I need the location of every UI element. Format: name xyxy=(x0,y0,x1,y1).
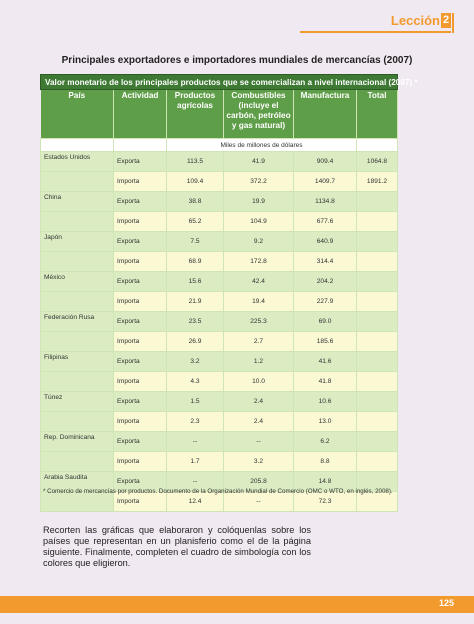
fuel-value: 1.2 xyxy=(224,352,294,372)
manufacture-value: 6.2 xyxy=(294,432,357,452)
country-cell xyxy=(41,372,114,392)
manufacture-value: 314.4 xyxy=(294,252,357,272)
activity-cell: Importa xyxy=(114,372,167,392)
agriculture-value: -- xyxy=(167,472,224,492)
activity-cell: Exporta xyxy=(114,152,167,172)
agriculture-value: 113.5 xyxy=(167,152,224,172)
page-header xyxy=(0,0,474,36)
table-row xyxy=(41,312,398,332)
country-cell xyxy=(41,332,114,352)
column-header-activity: Actividad xyxy=(114,90,167,139)
country-cell xyxy=(41,212,114,232)
total-value xyxy=(357,212,398,232)
activity-cell: Importa xyxy=(114,332,167,352)
activity-cell: Importa xyxy=(114,292,167,312)
agriculture-value: 3.2 xyxy=(167,352,224,372)
country-cell: Japón xyxy=(41,232,114,252)
total-value xyxy=(357,352,398,372)
activity-cell: Importa xyxy=(114,492,167,512)
table-row xyxy=(41,152,398,172)
agriculture-value: 12.4 xyxy=(167,492,224,512)
total-value: 1891.2 xyxy=(357,172,398,192)
lesson-label: Lección xyxy=(390,13,440,28)
manufacture-value: 204.2 xyxy=(294,272,357,292)
total-value: 1064.8 xyxy=(357,152,398,172)
manufacture-value: 14.8 xyxy=(294,472,357,492)
table-body xyxy=(41,152,398,512)
fuel-value: 10.0 xyxy=(224,372,294,392)
total-value xyxy=(357,312,398,332)
activity-cell: Exporta xyxy=(114,312,167,332)
fuel-value: 205.8 xyxy=(224,472,294,492)
manufacture-value: 227.9 xyxy=(294,292,357,312)
activity-cell: Exporta xyxy=(114,232,167,252)
fuel-value: 9.2 xyxy=(224,232,294,252)
agriculture-value: 23.5 xyxy=(167,312,224,332)
units-label: Miles de millones de dólares xyxy=(167,139,357,152)
lesson-number-badge: 2 xyxy=(442,14,450,26)
table-row xyxy=(41,332,398,352)
agriculture-value: 1.5 xyxy=(167,392,224,412)
table-row xyxy=(41,252,398,272)
table-row xyxy=(41,412,398,432)
total-value xyxy=(357,292,398,312)
fuel-value: 2.4 xyxy=(224,392,294,412)
fuel-value: 372.2 xyxy=(224,172,294,192)
manufacture-value: 41.6 xyxy=(294,352,357,372)
country-cell: Túnez xyxy=(41,392,114,412)
country-cell: Federación Rusa xyxy=(41,312,114,332)
column-header-agriculture: Productos agrícolas xyxy=(167,90,224,139)
header-tick xyxy=(452,13,454,33)
manufacture-value: 909.4 xyxy=(294,152,357,172)
country-cell: Rep. Dominicana xyxy=(41,432,114,452)
country-cell xyxy=(41,292,114,312)
table-row xyxy=(41,392,398,412)
manufacture-value: 10.6 xyxy=(294,392,357,412)
manufacture-value: 1134.8 xyxy=(294,192,357,212)
country-cell: Arabia Saudita xyxy=(41,472,114,492)
total-value xyxy=(357,392,398,412)
manufacture-value: 677.6 xyxy=(294,212,357,232)
page-footer-bar xyxy=(0,596,474,613)
activity-cell: Importa xyxy=(114,172,167,192)
page-title: Principales exportadores e importadores mundiales de mercancías (2007) xyxy=(61,55,413,66)
fuel-value: 2.7 xyxy=(224,332,294,352)
agriculture-value: 7.5 xyxy=(167,232,224,252)
country-cell xyxy=(41,452,114,472)
total-value xyxy=(357,432,398,452)
fuel-value: 41.9 xyxy=(224,152,294,172)
units-spacer xyxy=(41,139,114,152)
activity-cell: Exporta xyxy=(114,192,167,212)
country-cell xyxy=(41,252,114,272)
manufacture-value: 41.8 xyxy=(294,372,357,392)
manufacture-value: 640.9 xyxy=(294,232,357,252)
activity-cell: Exporta xyxy=(114,392,167,412)
fuel-value: -- xyxy=(224,492,294,512)
country-cell: Filipinas xyxy=(41,352,114,372)
table-row xyxy=(41,372,398,392)
table-row xyxy=(41,272,398,292)
country-cell: México xyxy=(41,272,114,292)
fuel-value: 104.9 xyxy=(224,212,294,232)
total-value xyxy=(357,192,398,212)
agriculture-value: 65.2 xyxy=(167,212,224,232)
agriculture-value: 1.7 xyxy=(167,452,224,472)
total-value xyxy=(357,372,398,392)
manufacture-value: 72.3 xyxy=(294,492,357,512)
agriculture-value: 21.9 xyxy=(167,292,224,312)
country-cell xyxy=(41,412,114,432)
units-spacer xyxy=(357,139,398,152)
total-value xyxy=(357,232,398,252)
instructions-paragraph: Recorten las gráficas que elaboraron y colóquenlas sobre los países que representan en un planisferio como el de la página siguiente. Finalmente, completen el cuadro de simbología con los colores que eligieron. xyxy=(43,525,311,568)
table-row xyxy=(41,432,398,452)
total-value xyxy=(357,452,398,472)
agriculture-value: 109.4 xyxy=(167,172,224,192)
fuel-value: 3.2 xyxy=(224,452,294,472)
fuel-value: 19.4 xyxy=(224,292,294,312)
fuel-value: 172.8 xyxy=(224,252,294,272)
table-row xyxy=(41,192,398,212)
total-value xyxy=(357,252,398,272)
agriculture-value: 26.9 xyxy=(167,332,224,352)
country-cell: China xyxy=(41,192,114,212)
fuel-value: -- xyxy=(224,432,294,452)
activity-cell: Importa xyxy=(114,252,167,272)
units-spacer xyxy=(114,139,167,152)
activity-cell: Exporta xyxy=(114,472,167,492)
page-number: 125 xyxy=(438,598,454,608)
manufacture-value: 185.6 xyxy=(294,332,357,352)
column-header-fuel: Combustibles (incluye el carbón, petróleo y gas natural) xyxy=(224,90,294,139)
table-caption: Valor monetario de los principales productos que se comercializan a nivel internacional (2007) * xyxy=(41,75,398,90)
agriculture-value: 38.8 xyxy=(167,192,224,212)
activity-cell: Importa xyxy=(114,212,167,232)
header-rule xyxy=(300,31,451,33)
agriculture-value: 2.3 xyxy=(167,412,224,432)
table-row xyxy=(41,292,398,312)
table-row xyxy=(41,232,398,252)
manufacture-value: 69.0 xyxy=(294,312,357,332)
total-value xyxy=(357,332,398,352)
manufacture-value: 8.8 xyxy=(294,452,357,472)
country-cell xyxy=(41,172,114,192)
agriculture-value: 15.6 xyxy=(167,272,224,292)
column-header-country: País xyxy=(41,90,114,139)
fuel-value: 19.9 xyxy=(224,192,294,212)
total-value xyxy=(357,412,398,432)
activity-cell: Exporta xyxy=(114,352,167,372)
table-row xyxy=(41,352,398,372)
manufacture-value: 1409.7 xyxy=(294,172,357,192)
column-header-total: Total xyxy=(357,90,398,139)
table-row xyxy=(41,172,398,192)
table-row xyxy=(41,452,398,472)
fuel-value: 2.4 xyxy=(224,412,294,432)
agriculture-value: 4.3 xyxy=(167,372,224,392)
activity-cell: Exporta xyxy=(114,272,167,292)
trade-table xyxy=(40,74,418,512)
footnote: * Comercio de mercancías por productos. Documento de la Organización Mundial de Comercio (OMC o WTO, en inglés, 2008). xyxy=(43,488,393,495)
table-row xyxy=(41,212,398,232)
total-value xyxy=(357,272,398,292)
fuel-value: 225.3 xyxy=(224,312,294,332)
agriculture-value: -- xyxy=(167,432,224,452)
fuel-value: 42.4 xyxy=(224,272,294,292)
column-header-manufacture: Manufactura xyxy=(294,90,357,139)
activity-cell: Importa xyxy=(114,452,167,472)
activity-cell: Importa xyxy=(114,412,167,432)
agriculture-value: 68.9 xyxy=(167,252,224,272)
manufacture-value: 13.0 xyxy=(294,412,357,432)
activity-cell: Exporta xyxy=(114,432,167,452)
country-cell: Estados Unidos xyxy=(41,152,114,172)
